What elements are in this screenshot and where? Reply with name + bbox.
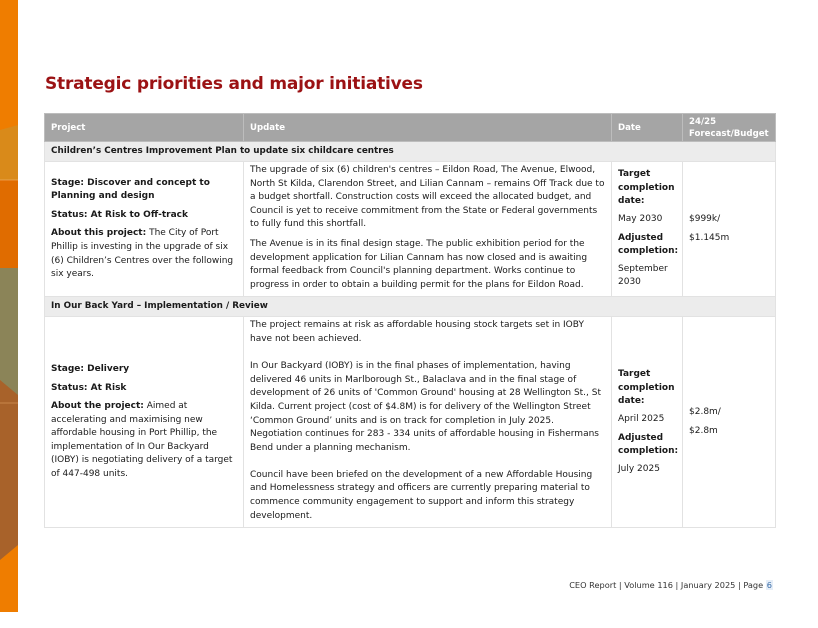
target-completion-label: Target completion date: [618, 169, 675, 207]
initiatives-table [44, 113, 776, 528]
project-cell [45, 317, 244, 528]
adjusted-completion-value: July 2025 [618, 463, 660, 474]
project-stage: Stage: Discover and concept to Planning and design [51, 177, 210, 202]
project-about [51, 227, 237, 281]
forecast-value: $999k/ [689, 213, 721, 224]
adjusted-completion-label: Adjusted completion: [618, 432, 679, 457]
section-heading: In Our Back Yard – Implementation / Review [45, 297, 776, 317]
update-paragraph: In Our Backyard (IOBY) is in the final phases of implementation, having delivered 46 units in Marlborough St., Balaclava and in the final stage of development of 26 units of 'Common Ground' housing at 28 Wellington St., St Kilda. Current project (cost of $4.8M) is for delivery of the Wellington Street ‘Common Ground’ units and is on track for completion in July 2025. Negotiation continues for 283 - 334 units of affordable housing in Fishermans Bend under a planning mechanism. [250, 361, 602, 453]
table-row [45, 162, 776, 297]
decorative-pattern [0, 0, 18, 612]
about-label: About the project: [51, 401, 144, 412]
page-title: Strategic priorities and major initiatives [45, 74, 423, 94]
column-header-date: Date [612, 114, 683, 142]
column-header-update: Update [244, 114, 612, 142]
update-paragraph: The Avenue is in its final design stage. The public exhibition period for the development application for Lilian Cannam has now closed and is awaiting formal feedback from Council's planning department. Works continue to progress in order to obtain a building permit for the plans for Eildon Road. [250, 238, 588, 290]
column-header-project: Project [45, 114, 244, 142]
budget-value: $1.145m [689, 233, 730, 244]
about-label: About this project: [51, 228, 147, 239]
target-completion-value: May 2030 [618, 214, 663, 225]
project-status: Status: At Risk [51, 382, 127, 393]
project-about [51, 400, 237, 482]
footer-text: CEO Report | Volume 116 | January 2025 | Page [569, 580, 766, 590]
project-cell [45, 162, 244, 297]
forecast-budget-cell [683, 162, 776, 297]
page-number: 6 [766, 580, 772, 590]
update-paragraph: Council have been briefed on the development of a new Affordable Housing and Homelessness strategy and officers are currently preparing material to commence community engagement to support and inform this strategy development. [250, 469, 593, 521]
adjusted-completion-value: September 2030 [618, 263, 668, 288]
update-paragraph: The project remains at risk as affordable housing stock targets set in IOBY have not been achieved. [250, 320, 584, 344]
section-heading-row [45, 297, 776, 317]
section-heading: Children’s Centres Improvement Plan to update six childcare centres [45, 142, 776, 162]
project-status: Status: At Risk to Off-track [51, 209, 188, 220]
decorative-side-bar [0, 0, 18, 612]
target-completion-value: April 2025 [618, 414, 665, 424]
update-cell [244, 162, 612, 297]
forecast-budget-cell [683, 317, 776, 528]
about-text: Aimed at accelerating and maximising new affordable housing in Port Phillip, the implementation of In Our Backyard (IOBY) is negotiating delivery of a target of 447-498 units. [51, 401, 233, 480]
update-paragraph: The upgrade of six (6) children's centres – Eildon Road, The Avenue, Elwood, North St Kilda, Clarendon Street, and Lilian Cannam – remains Off Track due to a budget shortfall. Construction costs will exceed the allocated budget, and Council is yet to receive commitment from the State or Federal governments to fully fund this shortfall. [250, 165, 605, 230]
budget-value: $2.8m [689, 426, 718, 437]
target-completion-label: Target completion date: [618, 369, 675, 407]
forecast-value: $2.8m/ [689, 406, 721, 417]
about-text: The City of Port Phillip is investing in the upgrade of six (6) Children’s Centres over the following six years. [51, 228, 234, 280]
page-footer [569, 580, 773, 590]
section-heading-row [45, 142, 776, 162]
table-header-row [45, 114, 776, 142]
adjusted-completion-label: Adjusted completion: [618, 232, 679, 257]
column-header-forecast-budget: 24/25 Forecast/Budget [683, 114, 776, 142]
date-cell [612, 162, 683, 297]
update-cell [244, 317, 612, 528]
date-cell [612, 317, 683, 528]
project-stage: Stage: Delivery [51, 363, 130, 374]
table-row [45, 317, 776, 528]
